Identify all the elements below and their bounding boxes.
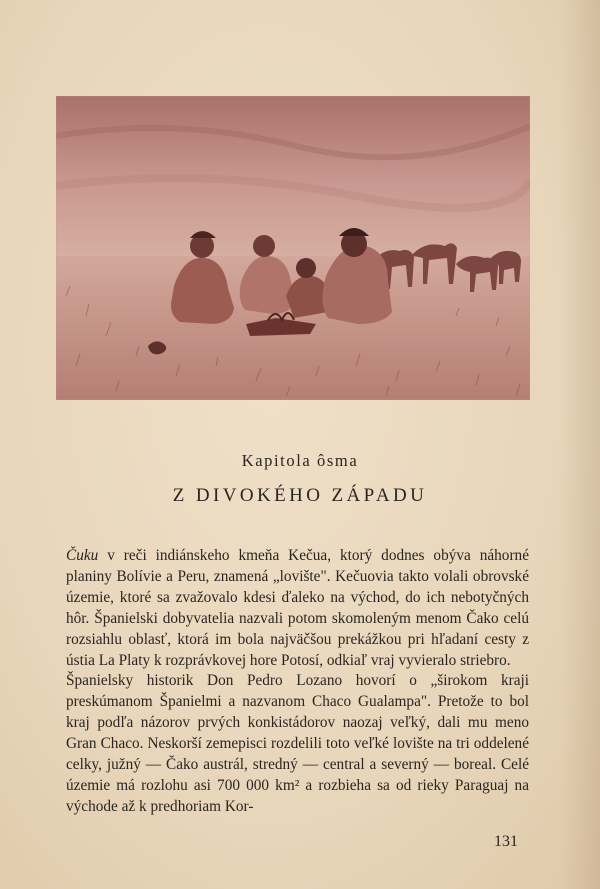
page-gutter-shadow [560,0,600,889]
page-number: 131 [494,833,518,850]
paragraph-text: Španielsky historik Don Pedro Lozano hovorí o „širokom kraji preskúmanom Španielmi a nazvanom Chaco Gualampa". Pretože to bol kraj podľa názorov prvých konkistádorov naozaj veľký, dali mu meno Gran Chaco. Neskorší zemepisci rozdelili toto veľké lovište na tri oddelené celky, južný — Čako austrál, stredný — central a severný — boreal. Celé územie má rozlohu asi 700 000 km² a rozbieha sa od rieky Paraguaj na východe až k predhoriam Kor- [66,672,529,815]
illustration-drawing [56,96,530,400]
paragraph-2 [66,671,529,817]
paragraph-1 [66,546,529,671]
paragraph-text: v reči indiánskeho kmeňa Kečua, ktorý dodnes obýva náhorné planiny Bolívie a Peru, znamená „lovište". Kečuovia takto volali obrovské územie, ktoré sa zvažovalo kdesi ďaleko na východ, do ich nebotyčných hôr. Španielski dobyvatelia nazvali potom skomoleným menom Čako celú rozsiahlu oblasť, ktorá im bola najväčšou prekážkou pri hľadaní cesty z ústia La Platy k rozprávkovej hore Potosí, odkiaľ vraj vyvieralo striebro. [66,547,529,669]
chapter-number: Kapitola ôsma [241,451,359,470]
chapter-title: Z DIVOKÉHO ZÁPADU [172,485,428,506]
paragraph-lead-word: Čuku [66,547,99,564]
illustration-campfire-scene [56,96,530,400]
body-text [66,546,529,818]
